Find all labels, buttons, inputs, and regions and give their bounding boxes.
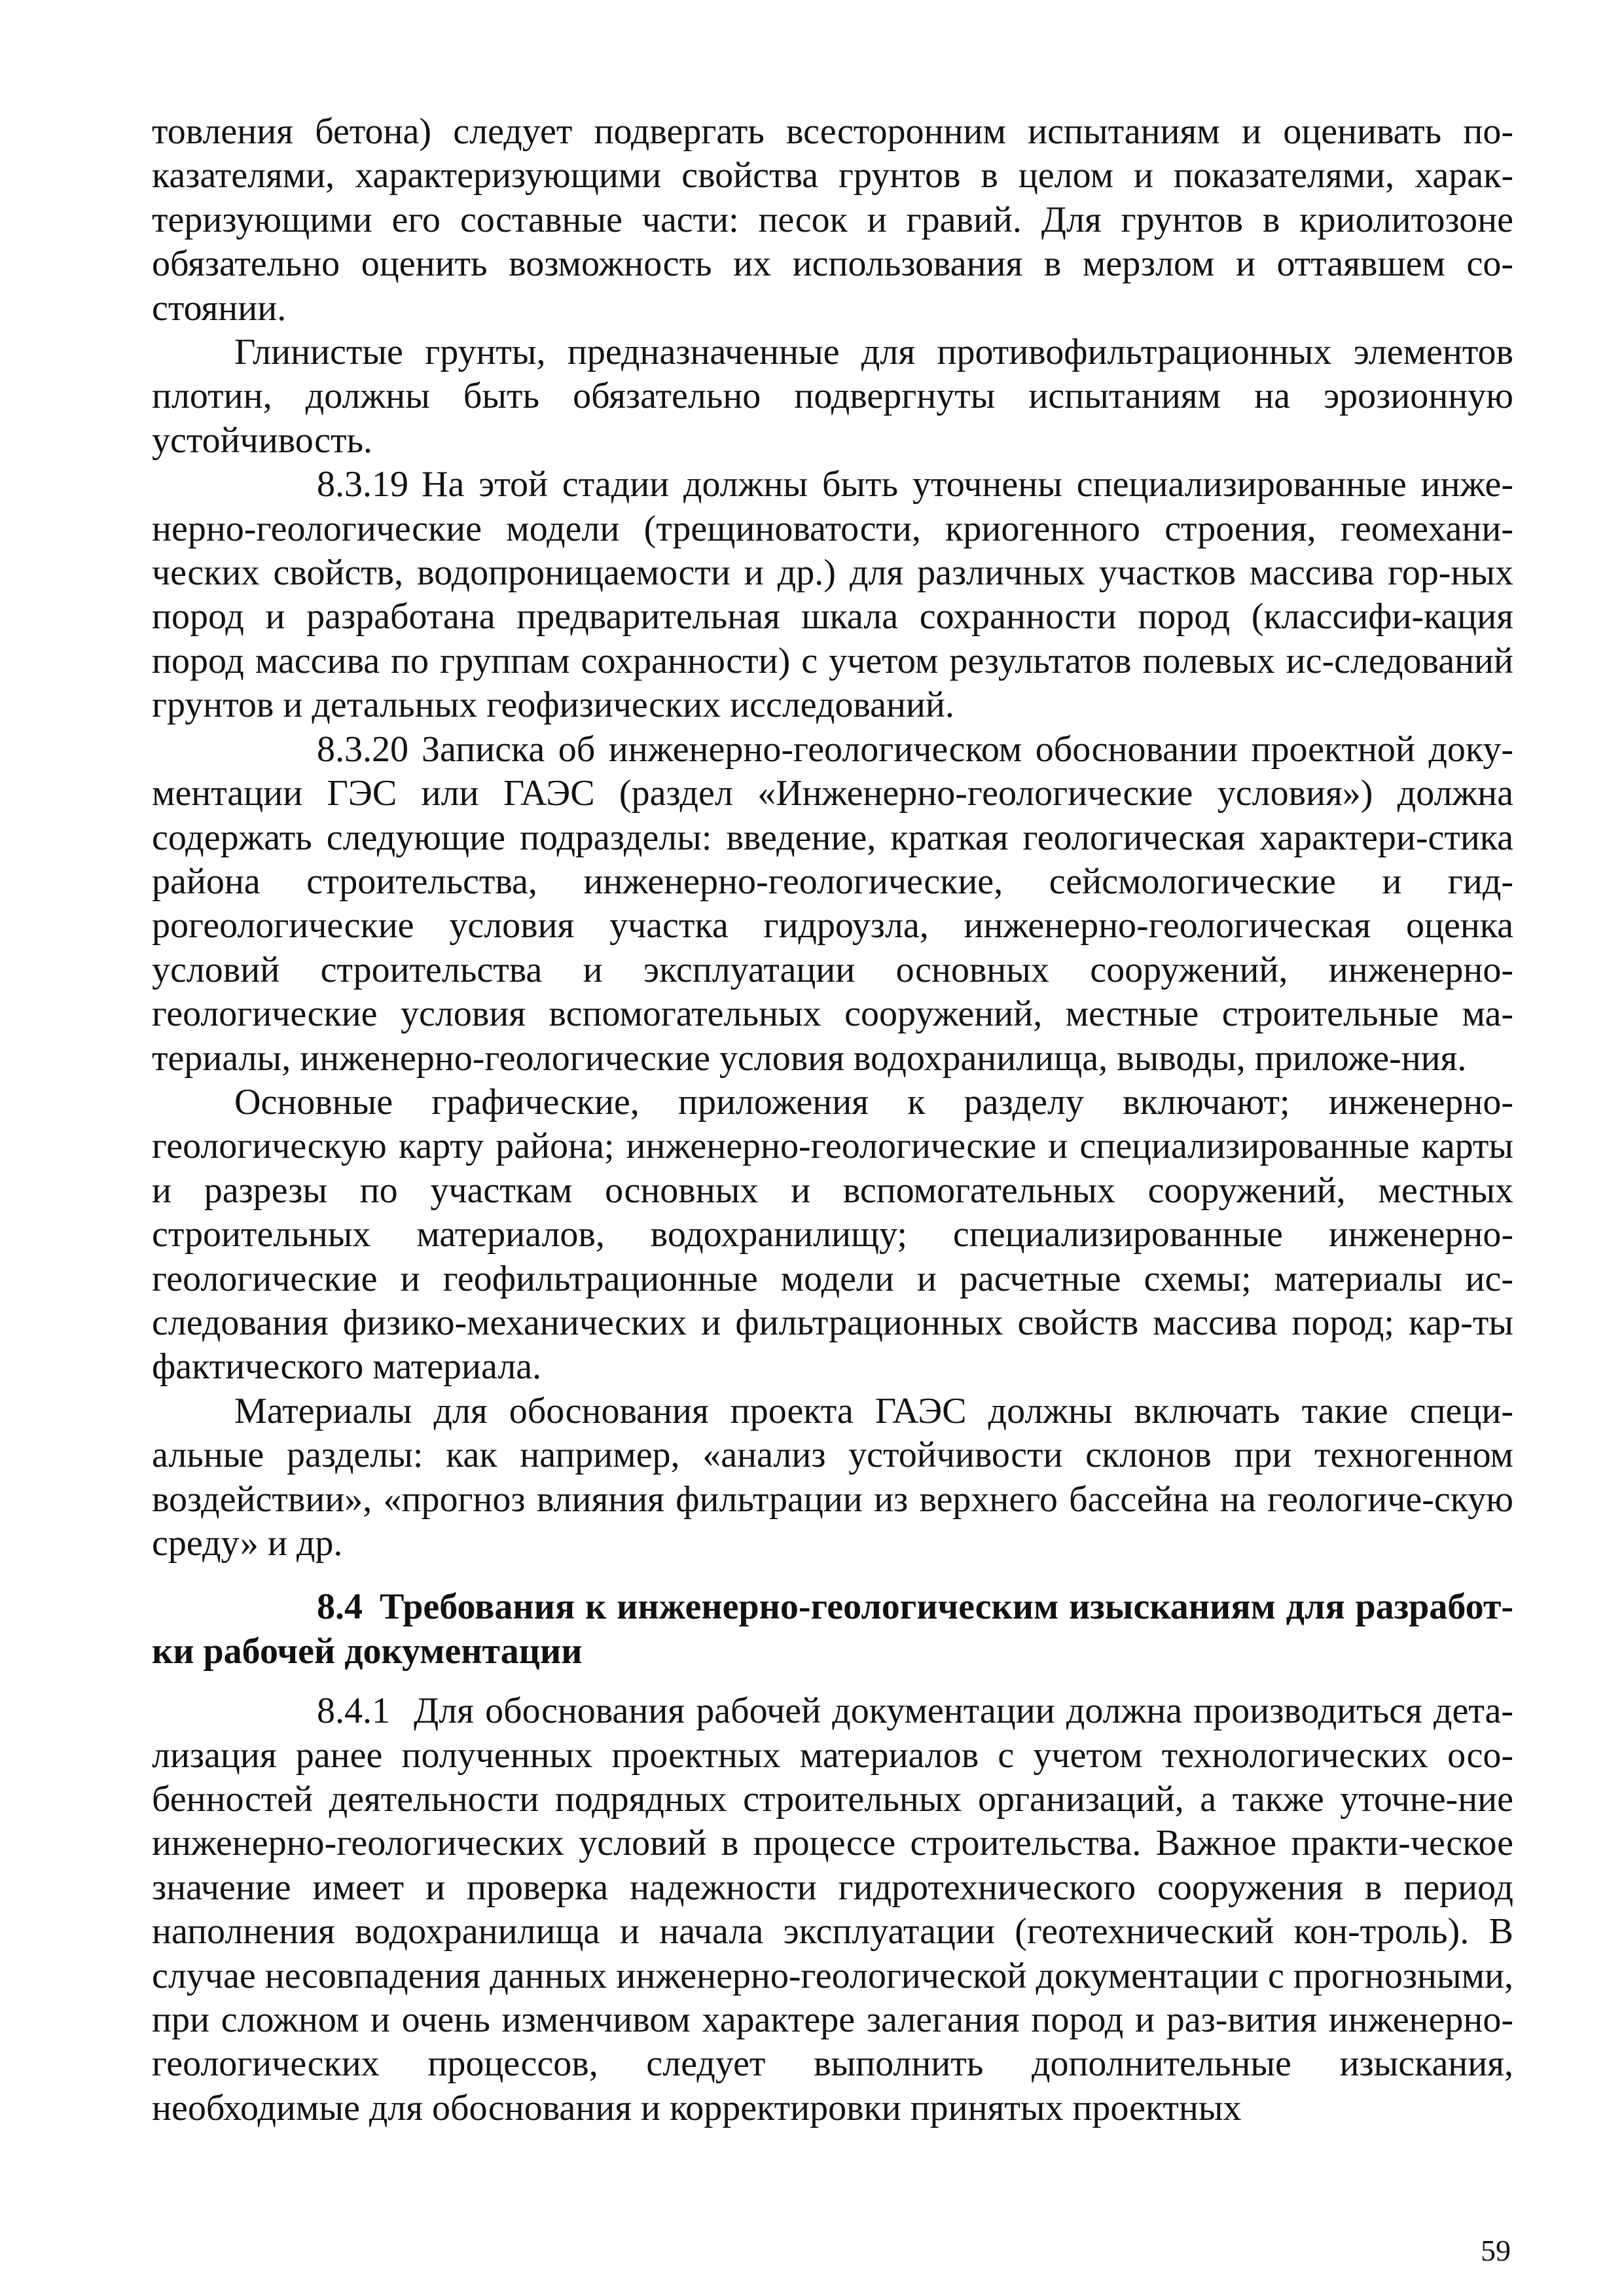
paragraph-clay-soils: Глинистые грунты, предназначенные для противофильтрационных элементов плотин, должны быть обязательно подвергнуты испытаниям на эрозионную устойчивость.: [152, 332, 1513, 461]
paragraph-gaes-materials: Материалы для обоснования проекта ГАЭС должны включать такие специ-альные разделы: как например, «анализ устойчивости склонов при техногенном воздействии», «прогноз влияния фильтрации из верхнего бассейна на геологиче-скую среду» и др.: [152, 1390, 1513, 1564]
clause-text: На этой стадии должны быть уточнены специализированные инже-нерно-геологические модели (трещиноватости, криогенного строения, геомехани-ческих свойств, водопроницаемости и др.) для различных участков массива гор-ных пород и разработана предварительная шкала сохранности пород (классифи-кация пород массива по группам сохранности) с учетом результатов полевых ис-следований грунтов и детальных геофизических исследований.: [152, 464, 1513, 726]
clause-text: Записка об инженерно-геологическом обосновании проектной доку-ментации ГЭС или ГАЭС (раздел «Инженерно-геологические условия») должна содержать следующие подразделы: введение, краткая геологическая характери-стика района строительства, инженерно-геологические, сейсмологические и гид-рогеологические условия участка гидроузла, инженерно-геологическая оценка условий строительства и эксплуатации основных сооружений, инженерно-геологические условия вспомогательных сооружений, местные строительные ма-териалы, инженерно-геологические условия водохранилища, выводы, приложе-ния.: [152, 728, 1513, 1079]
section-heading-8-4: [152, 1585, 1513, 1674]
section-number: 8.4: [317, 1587, 363, 1628]
clause-number: 8.3.19: [317, 464, 408, 505]
clause-text: Для обоснования рабочей документации должна производиться дета-лизация ранее полученных проектных материалов с учетом технологических осо-бенностей деятельности подрядных строительных организаций, а также уточне-ние инженерно-геологических условий в процессе строительства. Важное практи-ческое значение имеет и проверка надежности гидротехнического сооружения в период наполнения водохранилища и начала эксплуатации (геотехнический кон-троль). В случае несовпадения данных инженерно-геологической документации с прогнозными, при сложном и очень изменчивом характере залегания пород и раз-вития инженерно-геологических процессов, следует выполнить дополнительные изыскания, необходимые для обоснования и корректировки принятых проектных: [152, 1691, 1513, 2128]
paragraph-continuation: товления бетона) следует подвергать всесторонним испытаниям и оценивать по-казателями, характеризующими свойства грунтов в целом и показателями, харак-теризующими его составные части: песок и гравий. Для грунтов в криолитозоне обязательно оценить возможность их использования в мерзлом и оттаявшем со-стоянии.: [152, 111, 1513, 329]
paragraph-8-3-20: [152, 728, 1513, 1081]
clause-number: 8.4.1: [317, 1691, 390, 1732]
section-title: Требования к инженерно-геологическим изысканиям для разработ-ки рабочей документации: [152, 1587, 1513, 1672]
paragraph-graphic-appendices: Основные графические, приложения к разделу включают; инженерно-геологическую карту района; инженерно-геологические и специализированные карты и разрезы по участкам основных и вспомогательных сооружений, местных строительных материалов, водохранилищу; специализированные инженерно-геологические и геофильтрационные модели и расчетные схемы; материалы ис-следования физико-механических и фильтрационных свойств массива пород; кар-ты фактического материала.: [152, 1081, 1513, 1388]
clause-number: 8.3.20: [317, 728, 408, 770]
paragraph-8-4-1: [152, 1689, 1513, 2130]
page-number: 59: [1481, 2234, 1511, 2267]
paragraph-8-3-19: [152, 463, 1513, 727]
page-body: [152, 110, 1513, 2130]
